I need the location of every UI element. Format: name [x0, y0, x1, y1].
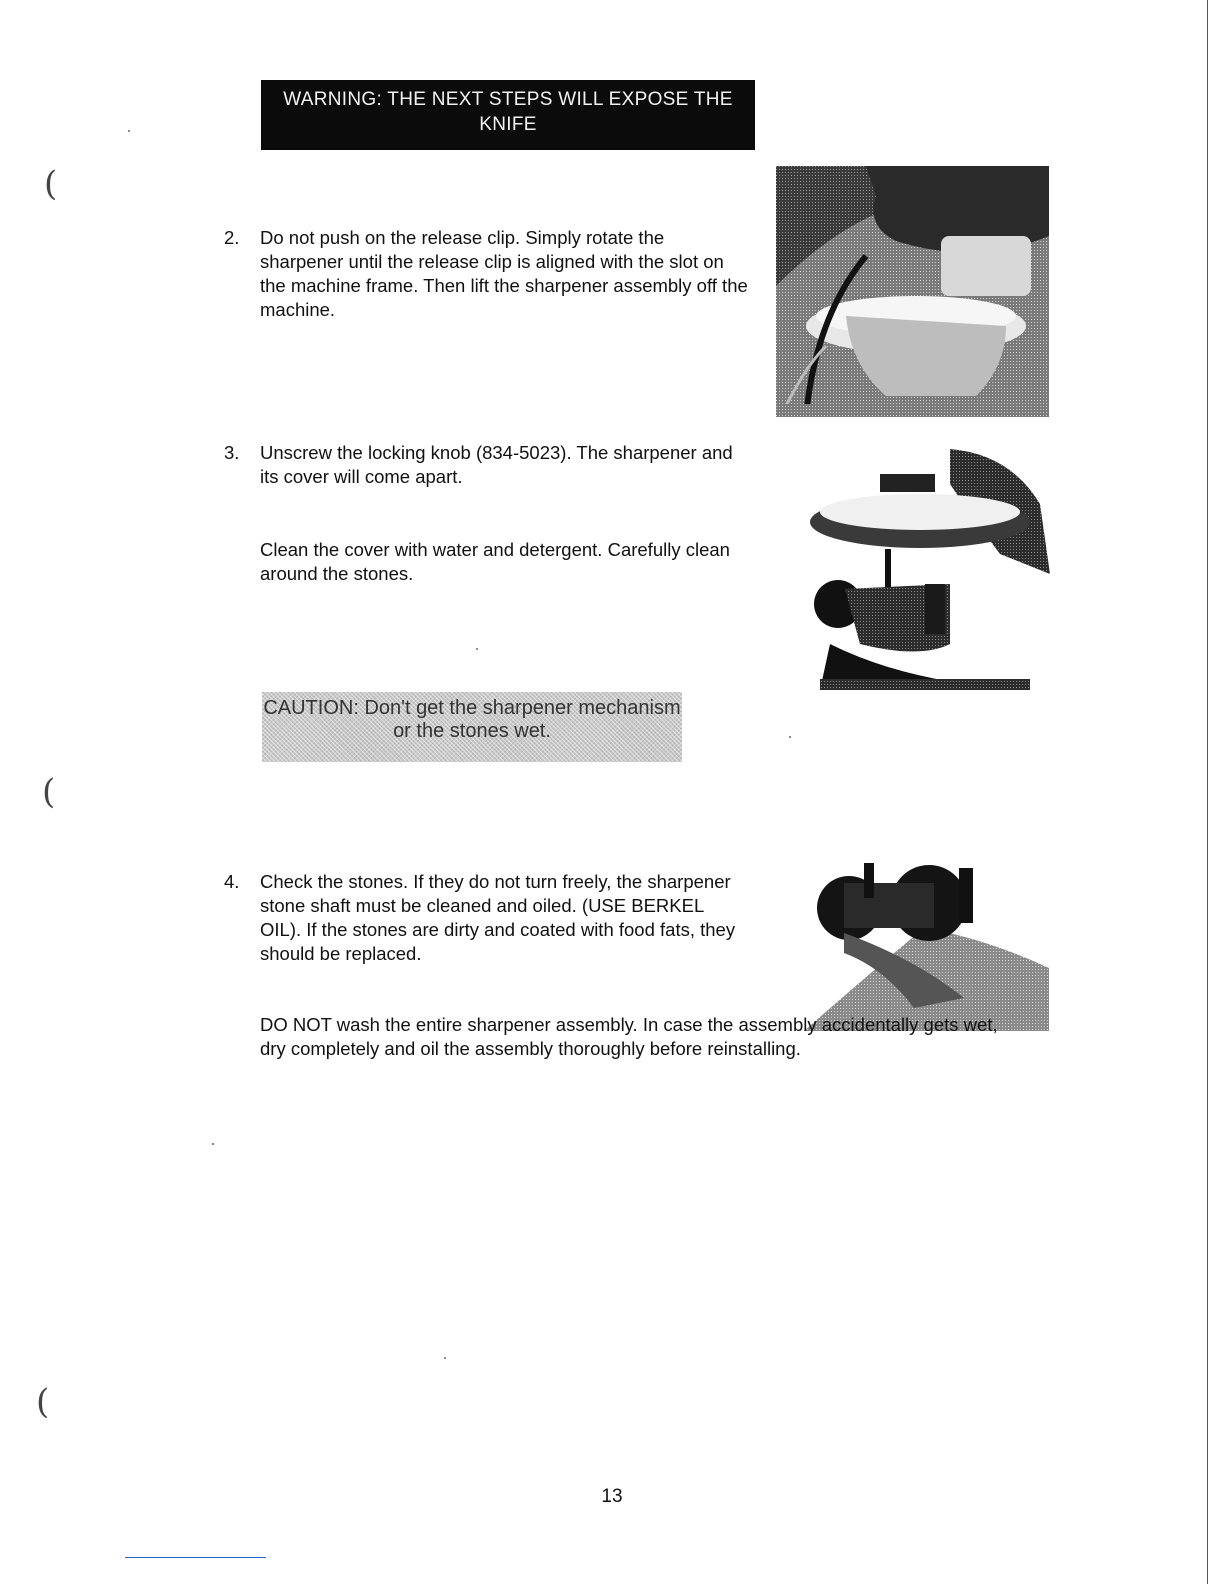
step-4-text: Check the stones. If they do not turn freely, the sharpener stone shaft must be cleaned and oiled. (USE BERKEL OIL). If the stones are dirty and coated with food fats, they should be replaced. — [260, 871, 736, 964]
step-2-number: 2. — [224, 227, 240, 248]
warning-banner — [261, 80, 755, 150]
photo-checking-stones — [804, 858, 1049, 1031]
scan-edge-line — [1207, 0, 1208, 1584]
step-2-text: Do not push on the release clip. Simply rotate the sharpener until the release clip is aligned with the slot on the machine frame. Then lift the sharpener assembly off the machine. — [260, 227, 748, 320]
scan-speck — [476, 648, 478, 650]
binding-hole-mark: ( — [42, 772, 56, 812]
page-number: 13 — [601, 1486, 623, 1507]
scan-speck — [789, 736, 791, 738]
photo-cover-and-stones — [800, 444, 1050, 690]
caution-box — [262, 692, 682, 762]
binding-hole-mark: ( — [36, 1382, 50, 1422]
warning-text: WARNING: THE NEXT STEPS WILL EXPOSE THE KNIFE — [283, 89, 733, 135]
bottom-rule — [125, 1557, 266, 1558]
step-3-number: 3. — [224, 442, 240, 463]
photo-lifting-sharpener — [776, 166, 1049, 417]
caution-text: CAUTION: Don't get the sharpener mechanism or the stones wet. — [263, 697, 681, 742]
step-4-note: DO NOT wash the entire sharpener assembly. In case the assembly accidentally gets wet, dry completely and oil the assembly thoroughly before reinstalling. — [260, 1014, 998, 1059]
scan-speck — [444, 1357, 446, 1359]
step-3-note: Clean the cover with water and detergent. Carefully clean around the stones. — [260, 539, 730, 584]
step-3-text: Unscrew the locking knob (834-5023). The sharpener and its cover will come apart. — [260, 442, 733, 487]
scan-speck — [212, 1143, 214, 1145]
step-4-number: 4. — [224, 871, 240, 892]
binding-hole-mark: ( — [44, 164, 58, 204]
scan-speck — [128, 130, 130, 132]
